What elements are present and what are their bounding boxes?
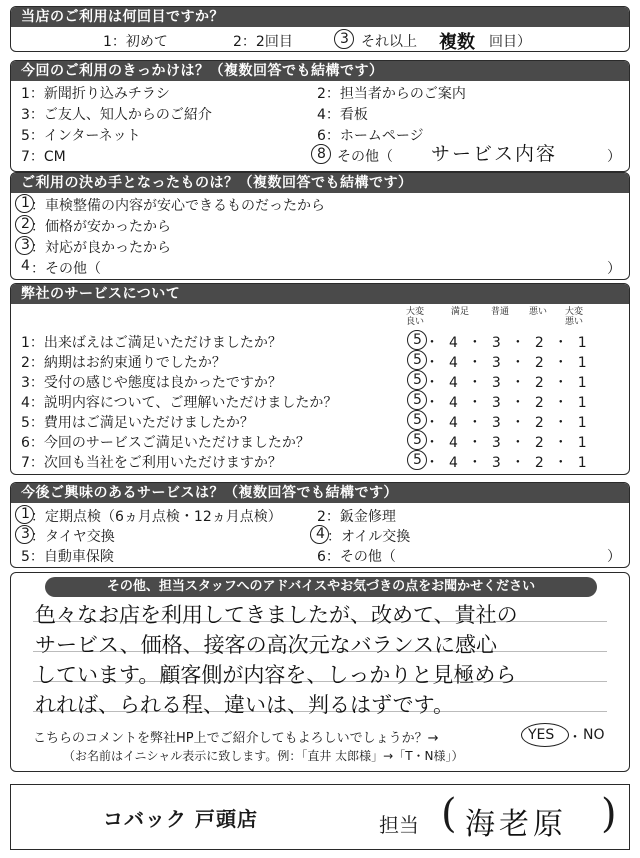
rating-scale-4: ・4・3・2・1 xyxy=(425,395,597,411)
staff-paren-close: ) xyxy=(601,791,617,837)
rating-question-4: 4：説明内容について、ご理解いただけましたか？ xyxy=(21,395,338,411)
decision-item-2-num: 2 xyxy=(21,216,30,232)
rating-scale-5: ・4・3・2・1 xyxy=(425,415,597,431)
trigger-item-3: 3：ご友人、知人からのご紹介 xyxy=(21,107,212,123)
rating-scale-7: ・4・3・2・1 xyxy=(425,455,597,471)
scale-normal: 普通 xyxy=(490,307,509,317)
interest-item-4-num: 4 xyxy=(316,526,325,542)
visit-option-3-suffix: 回目） xyxy=(489,34,531,50)
rating-selected-4: 5 xyxy=(413,392,423,408)
staff-label: 担当 xyxy=(379,813,419,837)
visit-option-3-label: それ以上 xyxy=(361,34,417,50)
decision-item-3-num: 3 xyxy=(21,237,30,253)
footer-box xyxy=(10,784,630,850)
interest-item-1-label: ：定期点検（6ヵ月点検・12ヵ月点検） xyxy=(31,509,282,525)
interest-title: 今後ご興味のあるサービスは？（複数回答でも結構です） xyxy=(11,483,629,503)
interest-item-6: 6：その他（ xyxy=(317,549,396,565)
staff-name-handwritten: 海老原 xyxy=(465,807,567,842)
trigger-item-6: 6：ホームページ xyxy=(317,128,424,144)
consent-question: こちらのコメントを弊社HP上でご紹介してもよろしいでしょうか？→ xyxy=(33,731,439,746)
visit-option-3-handwritten: 複数 xyxy=(439,32,475,52)
decision-item-1-num: 1 xyxy=(21,195,30,211)
visit-option-1: 1：初めて xyxy=(103,34,168,50)
trigger-item-7: 7：CM xyxy=(21,149,66,165)
rating-scale-3: ・4・3・2・1 xyxy=(425,375,597,391)
rating-question-7: 7：次回も当社をご利用いただけますか？ xyxy=(21,455,282,471)
visit-option-2: 2：2回目 xyxy=(233,34,293,50)
trigger-item-4: 4：看板 xyxy=(317,107,368,123)
service-rating-section xyxy=(10,283,630,475)
rating-selected-2: 5 xyxy=(413,352,423,368)
staff-paren-open: ( xyxy=(441,791,457,837)
rating-scale-1: ・4・3・2・1 xyxy=(425,335,597,351)
rating-selected-5: 5 xyxy=(413,412,423,428)
comment-title: その他、担当スタッフへのアドバイスやお気づきの点をお聞かせください xyxy=(45,577,597,597)
rating-question-3: 3：受付の感じや態度は良かったですか？ xyxy=(21,375,282,391)
interest-item-1-num: 1 xyxy=(21,506,30,522)
comment-section xyxy=(10,572,630,772)
visit-option-3-num: 3 xyxy=(340,31,349,47)
trigger-item-1: 1：新聞折り込みチラシ xyxy=(21,86,170,102)
scale-very-good: 大変良い xyxy=(405,307,424,327)
decision-item-1-label: ：車検整備の内容が安心できるものだったから xyxy=(31,198,325,214)
comment-line-1: 色々なお店を利用してきましたが、改めて、貴社の xyxy=(35,603,518,627)
trigger-section xyxy=(10,60,630,172)
visit-count-section xyxy=(10,6,630,52)
decision-title: ご利用の決め手となったものは？（複数回答でも結構です） xyxy=(11,173,629,193)
trigger-item-8-num: 8 xyxy=(317,146,326,162)
rating-scale-6: ・4・3・2・1 xyxy=(425,435,597,451)
rating-selected-7: 5 xyxy=(413,452,423,468)
scale-satisfied: 満足 xyxy=(450,307,469,317)
decision-item-4-close: ） xyxy=(607,261,621,277)
rating-selected-3: 5 xyxy=(413,372,423,388)
interest-item-5: 5：自動車保険 xyxy=(21,549,114,565)
interest-item-2: 2：鈑金修理 xyxy=(317,509,396,525)
decision-item-4-num: 4 xyxy=(21,258,30,274)
comment-line-4: れれば、られる程、違いは、判るはずです。 xyxy=(35,693,454,717)
trigger-item-8-label: その他（ xyxy=(337,149,393,165)
rating-question-6: 6：今回のサービスご満足いただけましたか？ xyxy=(21,435,310,451)
decision-item-3-label: ：対応が良かったから xyxy=(31,240,171,256)
consent-no: NO xyxy=(583,727,605,743)
decision-section xyxy=(10,172,630,280)
interest-item-4-label: ：オイル交換 xyxy=(327,529,411,545)
comment-line-3: しています。顧客側が内容を、しっかりと見極めら xyxy=(35,663,517,687)
scale-bad: 悪い xyxy=(528,307,547,317)
decision-item-4-label: ：その他（ xyxy=(31,261,101,277)
rating-selected-1: 5 xyxy=(413,332,423,348)
trigger-item-8-close: ） xyxy=(607,149,621,165)
trigger-item-2: 2：担当者からのご案内 xyxy=(317,86,466,102)
trigger-item-5: 5：インターネット xyxy=(21,128,141,144)
visit-count-title: 当店のご利用は何回目ですか？ xyxy=(11,7,629,27)
interest-item-3-num: 3 xyxy=(21,526,30,542)
service-rating-title: 弊社のサービスについて xyxy=(11,284,629,304)
store-name: コバック 戸頭店 xyxy=(103,807,258,831)
consent-yes: YES xyxy=(528,727,555,743)
interest-item-6-close: ） xyxy=(607,549,621,565)
rating-question-1: 1：出来ばえはご満足いただけましたか？ xyxy=(21,335,282,351)
decision-item-2-label: ：価格が安かったから xyxy=(31,219,171,235)
rating-selected-6: 5 xyxy=(413,432,423,448)
trigger-title: 今回のご利用のきっかけは？（複数回答でも結構です） xyxy=(11,61,629,81)
rating-question-2: 2：納期はお約束通りでしたか？ xyxy=(21,355,226,371)
rating-question-5: 5：費用はご満足いただけましたか？ xyxy=(21,415,254,431)
interest-section xyxy=(10,482,630,568)
consent-note: （お名前はイニシャル表示に致します。例：「直井 太郎様」→「T・N様」） xyxy=(63,749,464,763)
rating-scale-2: ・4・3・2・1 xyxy=(425,355,597,371)
comment-line-2: サービス、価格、接客の高次元なバランスに感心 xyxy=(35,633,497,657)
scale-very-bad: 大変悪い xyxy=(564,307,583,327)
consent-sep: ・ xyxy=(568,730,582,746)
interest-item-3-label: ：タイヤ交換 xyxy=(31,529,115,545)
trigger-item-8-handwritten: サービス内容 xyxy=(431,143,558,165)
